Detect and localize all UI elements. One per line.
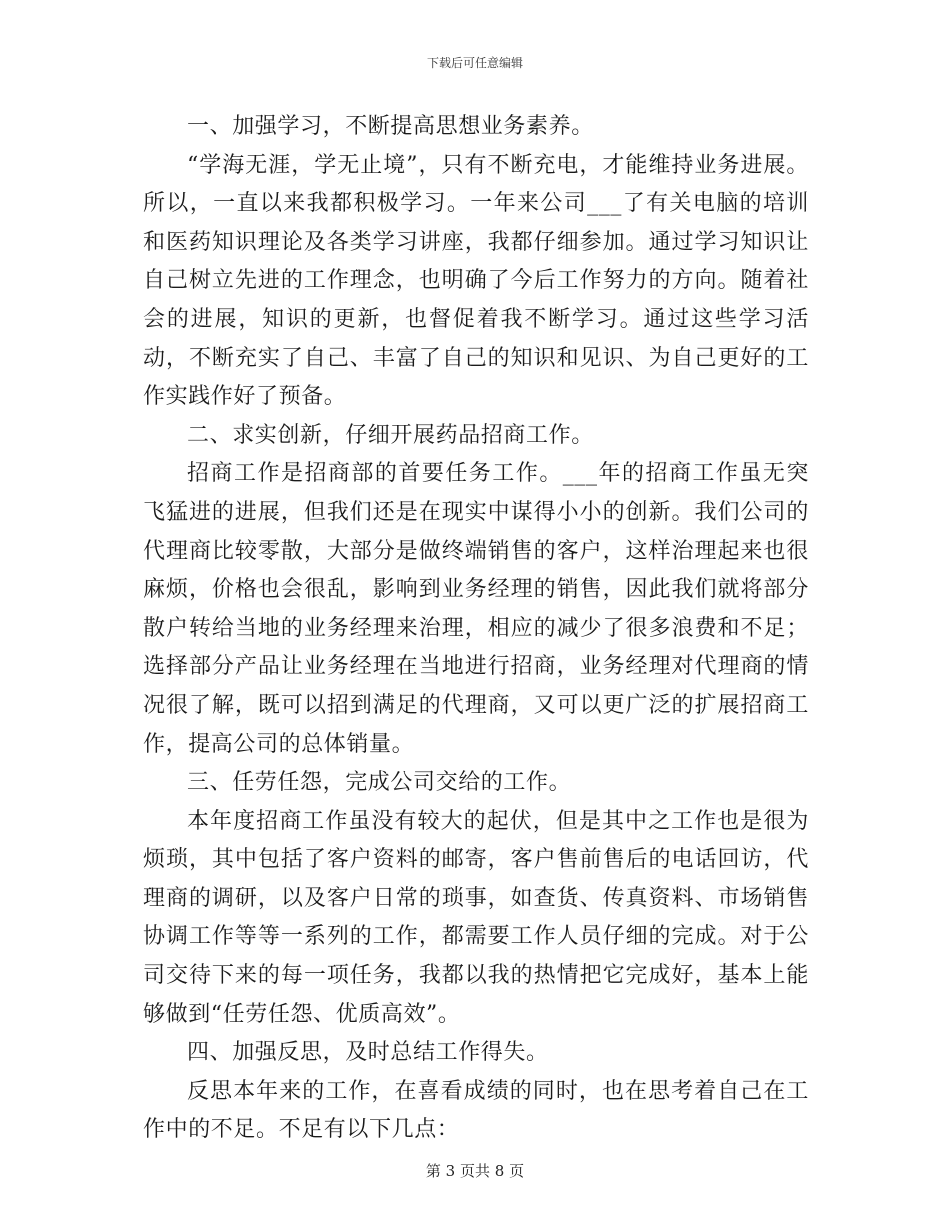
- document-body: [143, 108, 809, 1150]
- section-heading-4: 四、加强反思，及时总结工作得失。: [187, 1040, 549, 1066]
- section-heading-3: 三、任劳任怨，完成公司交给的工作。: [187, 770, 572, 796]
- paragraph-tasks: 本年度招商工作虽没有较大的起伏，但是其中之工作也是很为烦琐，其中包括了客户资料的邮寄，客户售前售后的电话回访，代理商的调研，以及客户日常的琐事，如查货、传真资料、市场销售协调工作等等一系列的工作，都需要工作人员仔细的完成。对于公司交待下来的每一项任务，我都以我的热情把它完成好，基本上能够做到“任劳任怨、优质高效”。: [143, 808, 809, 1027]
- page-header: 下载后可任意编辑: [426, 56, 523, 70]
- paragraph-investment: 招商工作是招商部的首要任务工作。___年的招商工作虽无突飞猛进的进展，但我们还是在现实中谋得小小的创新。我们公司的代理商比较零散，大部分是做终端销售的客户，这样治理起来也很麻烦，价格也会很乱，影响到业务经理的销售，因此我们就将部分散户转给当地的业务经理来治理，相应的减少了很多浪费和不足；选择部分产品让业务经理在当地进行招商，业务经理对代理商的情况很了解，既可以招到满足的代理商，又可以更广泛的扩展招商工作，提高公司的总体销量。: [143, 461, 809, 757]
- paragraph-reflection: 反思本年来的工作，在喜看成绩的同时，也在思考着自己在工作中的不足。不足有以下几点：: [143, 1078, 809, 1143]
- paragraph-learning: “学海无涯，学无止境”，只有不断充电，才能维持业务进展。所以，一直以来我都积极学习。一年来公司___了有关电脑的培训和医药知识理论及各类学习讲座，我都仔细参加。通过学习知识让自己树立先进的工作理念，也明确了今后工作努力的方向。随着社会的进展，知识的更新，也督促着我不断学习。通过这些学习活动，不断充实了自己、丰富了自己的知识和见识、为自己更好的工作实践作好了预备。: [143, 152, 809, 410]
- section-heading-1: 一、加强学习，不断提高思想业务素养。: [187, 114, 594, 139]
- page-number: 第 3 页共 8 页: [425, 1162, 525, 1180]
- section-heading-2: 二、求实创新，仔细开展药品招商工作。: [187, 422, 594, 448]
